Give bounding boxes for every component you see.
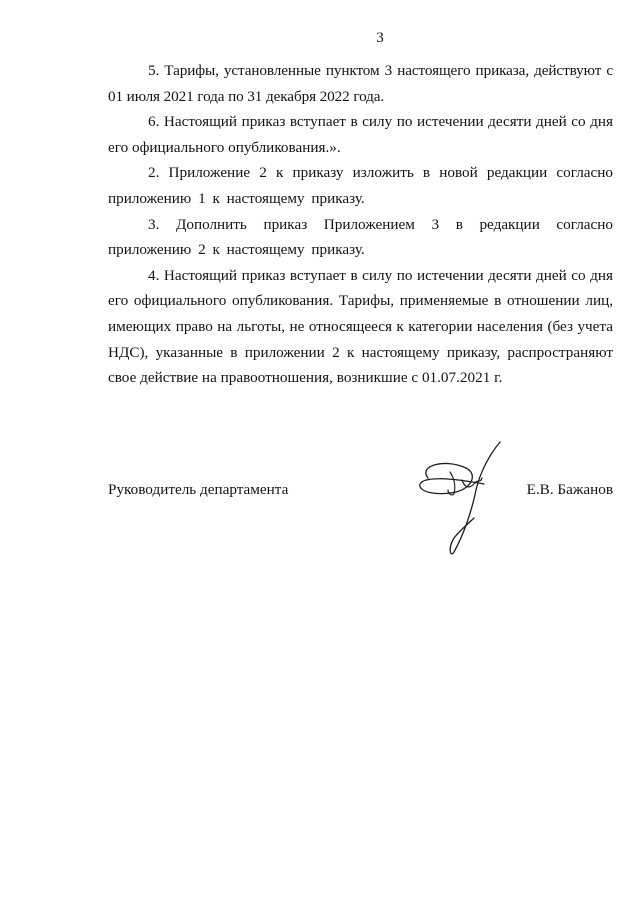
signer-name: Е.В. Бажанов [526,481,613,498]
paragraph-item-4: 4. Настоящий приказ вступает в силу по истечении десяти дней со дня его официального опубликования. Тарифы, применяемые в отношении лиц, имеющих право на льготы, не относящееся к категории населения (без учета НДС), указанные в приложении 2 к настоящему приказу, распространяют свое действие на правоотношения, возникшие с 01.07.2021 г. [108,266,613,387]
page-number: 3 [376,30,384,46]
signature-block [108,481,613,501]
paragraph-item-5: 5. Тарифы, установленные пунктом 3 настоящего приказа, действуют с 01 июля 2021 года по 31 декабря 2022 года. [108,62,613,105]
paragraph-item-2: 2. Приложение 2 к приказу изложить в новой редакции согласно приложению 1 к настоящему приказу. [108,164,613,207]
document-body [108,58,613,391]
handwritten-signature [414,438,504,560]
paragraph-item-3: 3. Дополнить приказ Приложением 3 в редакции согласно приложению 2 к настоящему приказу. [108,215,613,259]
paragraph-item-6: 6. Настоящий приказ вступает в силу по истечении десяти дней со дня его официального опубликования.». [108,113,613,156]
signer-title: Руководитель департамента [108,481,289,498]
